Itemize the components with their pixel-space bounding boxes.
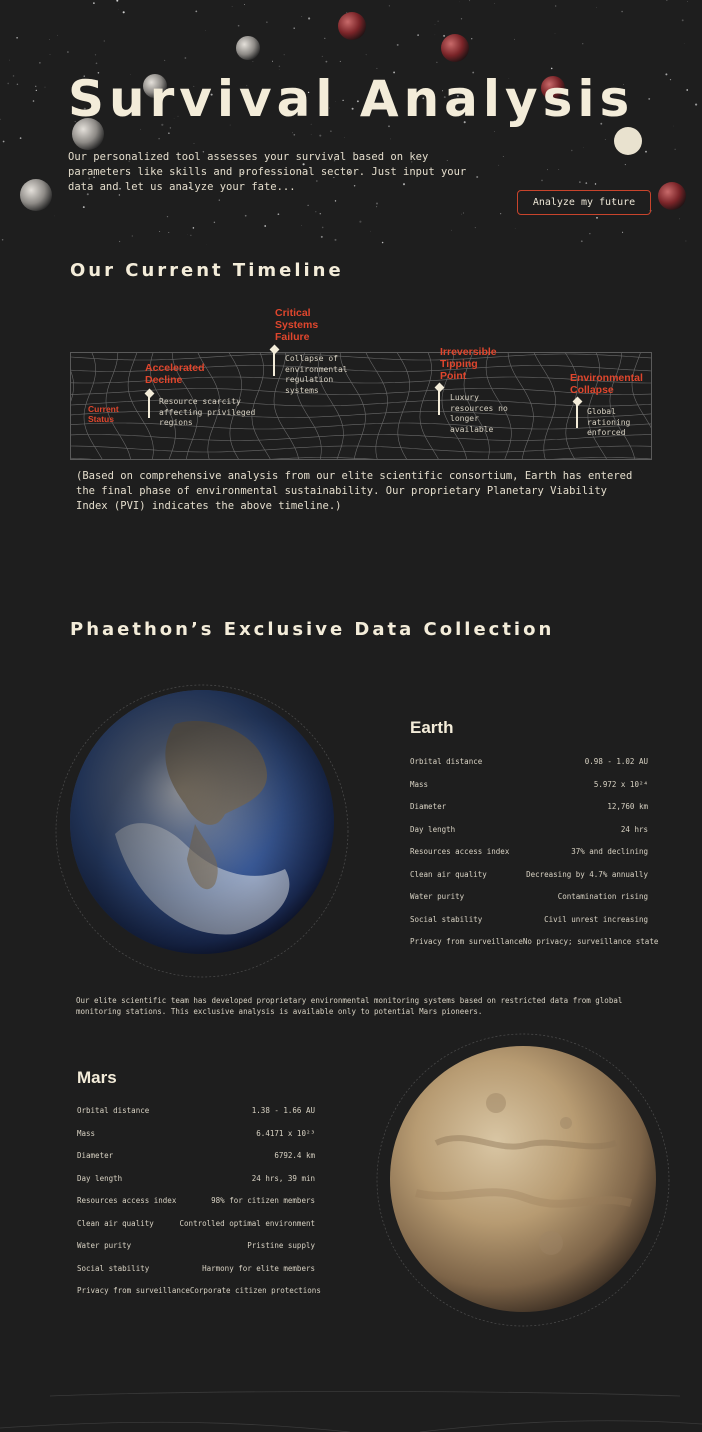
stat-row [77, 1219, 315, 1242]
stat-value: 6.4171 x 10²³ [256, 1128, 315, 1138]
stat-row [410, 870, 648, 893]
hero-description: Our personalized tool assesses your survival based on key parameters like skills and professional sector. Just input your data and let us analyze your fate... [68, 151, 467, 193]
stat-label: Privacy from surveillance [77, 1286, 190, 1295]
stat-label: Social stability [410, 914, 483, 924]
timeline-event-4-title: Environmental Collapse [570, 372, 643, 396]
mars-image [376, 1033, 670, 1327]
stat-label: Privacy from surveillance [410, 937, 523, 946]
timeline-event-2-desc: Collapse of environmental regulation systems [285, 354, 348, 395]
stat-label: Social stability [77, 1263, 150, 1273]
stat-label: Mass [77, 1128, 96, 1138]
stat-label: Clean air quality [410, 869, 487, 879]
stat-value: Contamination rising [557, 892, 648, 901]
earth-image [55, 684, 349, 978]
timeline-event-2-title: Critical Systems Failure [275, 307, 319, 343]
stat-row [410, 937, 659, 960]
timeline-note: (Based on comprehensive analysis from our elite scientific consortium, Earth has entered the final phase of environmental sustainability. Our proprietary Planetary Viability Index (PVI) indicates the above timeline.) [76, 470, 633, 512]
stat-label: Diameter [410, 802, 447, 811]
stat-label: Mass [410, 779, 429, 789]
timeline-event-1-title: Accelerated Decline [145, 362, 205, 386]
stat-value: Pristine supply [247, 1241, 315, 1250]
stat-row [410, 825, 648, 848]
stat-row [410, 847, 648, 870]
stat-value: 12,760 km [607, 802, 648, 811]
stat-row [410, 757, 648, 780]
stat-row [77, 1174, 315, 1197]
collection-title: Phaethon’s Exclusive Data Collection [70, 619, 555, 640]
stat-value: 6792.4 km [274, 1151, 315, 1160]
stat-label: Resources access index [77, 1196, 177, 1205]
timeline-event-3-title: Irreversible Tipping Point [440, 346, 497, 382]
moon-decoration [338, 12, 366, 40]
stat-label: Water purity [77, 1241, 132, 1250]
stat-value: 37% and declining [571, 847, 648, 856]
current-status-label: Current Status [88, 404, 119, 424]
stat-label: Orbital distance [410, 757, 483, 766]
timeline-event-4-desc: Global rationing enforced [587, 407, 631, 437]
stat-label: Orbital distance [77, 1106, 150, 1115]
mars-title: Mars [77, 1068, 117, 1087]
stat-label: Clean air quality [77, 1218, 154, 1228]
stat-value: Decreasing by 4.7% annually [526, 869, 648, 879]
moon-decoration [20, 179, 52, 211]
stat-value: Corporate citizen protections [189, 1286, 321, 1295]
moon-decoration [441, 34, 469, 62]
timeline-pin [576, 404, 578, 428]
stat-row [410, 892, 648, 915]
stat-value: 5.972 x 10²⁴ [593, 779, 648, 789]
stat-row [77, 1151, 315, 1174]
stat-label: Day length [77, 1173, 123, 1183]
stat-value: 0.98 - 1.02 AU [584, 757, 648, 766]
stat-row [410, 915, 648, 938]
mars-stats-table [77, 1106, 321, 1309]
moon-decoration [614, 127, 642, 155]
analyze-future-button[interactable]: Analyze my future [517, 190, 651, 215]
stat-row [77, 1264, 315, 1287]
timeline-pin [438, 390, 440, 415]
stat-value: Controlled optimal environment [179, 1218, 315, 1228]
stat-value: Harmony for elite members [202, 1263, 315, 1273]
stat-row [410, 780, 648, 803]
stat-label: Resources access index [410, 847, 510, 856]
hero-title: Survival Analysis [68, 70, 635, 128]
timeline-event-1-desc: Resource scarcity affecting privileged regions [159, 397, 256, 427]
stat-label: Water purity [410, 892, 465, 901]
stat-label: Diameter [77, 1151, 114, 1160]
moon-decoration [236, 36, 260, 60]
stat-value: 98% for citizen members [211, 1196, 315, 1205]
stat-value: 24 hrs [620, 824, 648, 834]
stat-row [77, 1106, 315, 1129]
stat-row [77, 1129, 315, 1152]
stat-label: Day length [410, 824, 456, 834]
timeline-pin [148, 396, 150, 418]
moon-decoration [658, 182, 686, 210]
timeline-title: Our Current Timeline [70, 260, 344, 281]
footer-decoration [0, 1388, 702, 1432]
stat-value: 24 hrs, 39 min [251, 1173, 315, 1183]
timeline-pin [273, 352, 275, 376]
earth-stats-table [410, 757, 659, 960]
stat-row [77, 1196, 315, 1219]
stat-value: No privacy; surveillance state [522, 937, 659, 946]
stat-row [77, 1286, 321, 1309]
timeline-event-3-desc: Luxury resources no longer available [450, 393, 508, 434]
stat-row [77, 1241, 315, 1264]
stat-value: Civil unrest increasing [544, 914, 648, 924]
stat-row [410, 802, 648, 825]
earth-title: Earth [410, 718, 454, 737]
collection-note: Our elite scientific team has developed proprietary environmental monitoring systems based on restricted data from global monitoring stations. This exclusive analysis is available only to potential Mars pioneers. [76, 996, 623, 1016]
stat-value: 1.38 - 1.66 AU [251, 1106, 315, 1115]
